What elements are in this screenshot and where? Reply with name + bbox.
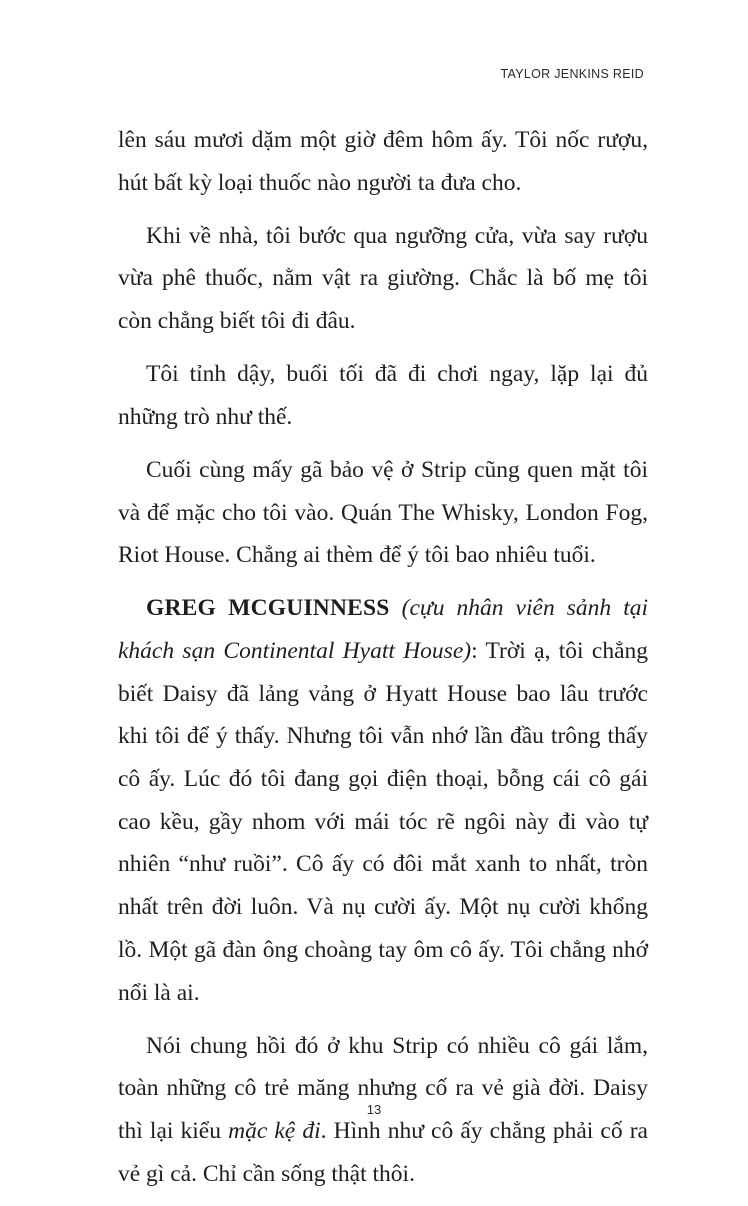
paragraph-text: Nói chung hồi đó ở khu Strip có nhiều cô gái lắm, toàn những cô trẻ măng nhưng cố ra vẻ già đời. Daisy thì lại kiểu (118, 1032, 648, 1144)
paragraph-text: . Hình như cô ấy chẳng phải cố ra vẻ gì cả. Chỉ cần sống thật thôi. (118, 1117, 648, 1187)
paragraph-continuation: lên sáu mươi dặm một giờ đêm hôm ấy. Tôi nốc rượu, hút bất kỳ loại thuốc nào người ta đưa cho. (118, 127, 648, 196)
paragraph: Tôi tỉnh dậy, buổi tối đã đi chơi ngay, lặp lại đủ những trò như thế. (118, 361, 648, 430)
page-number: 13 (366, 1102, 382, 1117)
speaker-role: (cựu nhân viên sảnh tại khách sạn Continental Hyatt House) (118, 595, 648, 664)
paragraph: Khi về nhà, tôi bước qua ngưỡng cửa, vừa say rượu vừa phê thuốc, nằm vật ra giường. Chắc là bố mẹ tôi còn chẳng biết tôi đi đâu. (118, 222, 648, 335)
page-body (118, 119, 648, 1206)
emphasized-text: mặc kệ đi (228, 1117, 321, 1144)
running-head-author: TAYLOR JENKINS REID (500, 67, 644, 81)
paragraph: Cuối cùng mấy gã bảo vệ ở Strip cũng quen mặt tôi và để mặc cho tôi vào. Quán The Whisky, London Fog, Riot House. Chẳng ai thèm để ý tôi bao nhiêu tuổi. (118, 456, 648, 569)
speaker-name: GREG MCGUINNESS (146, 595, 390, 622)
interview-text: : Trời ạ, tôi chẳng biết Daisy đã lảng vảng ở Hyatt House bao lâu trước khi tôi để ý thấy. Nhưng tôi vẫn nhớ lần đầu trông thấy cô ấy. Lúc đó tôi đang gọi điện thoại, bỗng cái cô gái cao kều, gầy nhom với mái tóc rẽ ngôi này đi vào tự nhiên “như ruồi”. Cô ấy có đôi mắt xanh to nhất, tròn nhất trên đời luôn. Và nụ cười ấy. Một nụ cười khổng lồ. Một gã đàn ông choàng tay ôm cô ấy. Tôi chẳng nhớ nổi là ai. (118, 637, 649, 1006)
interview-paragraph (118, 587, 648, 1014)
